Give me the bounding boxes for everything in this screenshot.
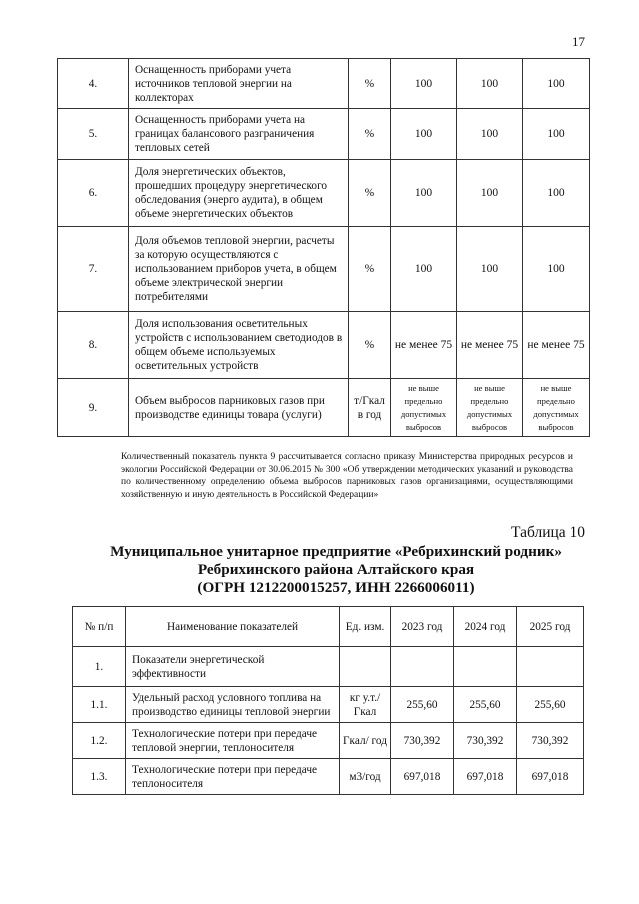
value-cell: не выше предельно допустимых выбросов xyxy=(523,379,590,437)
page-number: 17 xyxy=(572,34,585,49)
value-cell: не менее 75 xyxy=(391,312,457,379)
unit-cell: % xyxy=(349,109,391,160)
header-year-2025: 2025 год xyxy=(517,607,584,647)
value-cell: 697,018 xyxy=(391,759,454,795)
row-number: 9. xyxy=(58,379,129,437)
unit-cell: т/Гкал в год xyxy=(349,379,391,437)
value-cell: 255,60 xyxy=(454,687,517,723)
organization-heading xyxy=(96,543,576,597)
value-cell: 100 xyxy=(457,227,523,312)
table-row xyxy=(58,312,590,379)
value-cell: 100 xyxy=(391,227,457,312)
unit-cell: % xyxy=(349,312,391,379)
value-cell: 100 xyxy=(523,227,590,312)
value-cell: 100 xyxy=(523,59,590,109)
table-header-row xyxy=(73,607,584,647)
header-unit: Ед. изм. xyxy=(340,607,391,647)
header-indicator: Наименование показателей xyxy=(126,607,340,647)
unit-cell: % xyxy=(349,160,391,227)
value-cell xyxy=(517,647,584,687)
value-cell: не выше предельно допустимых выбросов xyxy=(457,379,523,437)
row-number: 1.2. xyxy=(73,723,126,759)
table-row xyxy=(73,723,584,759)
indicator-name: Оснащенность приборами учета источников тепловой энергии на коллекторах xyxy=(129,59,349,109)
value-cell: не выше предельно допустимых выбросов xyxy=(391,379,457,437)
value-cell xyxy=(391,647,454,687)
indicator-name: Объем выбросов парниковых газов при производстве единицы товара (услуги) xyxy=(129,379,349,437)
unit-cell: м3/год xyxy=(340,759,391,795)
unit-cell: кг у.т./ Гкал xyxy=(340,687,391,723)
value-cell: 255,60 xyxy=(391,687,454,723)
value-cell: 730,392 xyxy=(454,723,517,759)
heading-line: (ОГРН 1212200015257, ИНН 2266006011) xyxy=(197,579,475,596)
table-row xyxy=(58,109,590,160)
value-cell: 100 xyxy=(391,109,457,160)
unit-cell: % xyxy=(349,59,391,109)
footnote: Количественный показатель пункта 9 рассчитывается согласно приказу Министерства природных ресурсов и экологии Российской Федерации от 30.06.2015 № 300 «Об утверждении методических указаний и руководства по количественному определению объема выбросов парниковых газов организациями, осуществляющими хозяйственную и иную деятельность в Российской Федерации» xyxy=(121,452,573,500)
value-cell: не менее 75 xyxy=(523,312,590,379)
heading-line: Ребрихинского района Алтайского края xyxy=(197,561,475,578)
indicator-name: Технологические потери при передаче тепловой энергии, теплоносителя xyxy=(126,723,340,759)
header-year-2023: 2023 год xyxy=(391,607,454,647)
indicators-table-continued xyxy=(57,58,590,437)
indicator-name: Удельный расход условного топлива на производство единицы тепловой энергии xyxy=(126,687,340,723)
value-cell xyxy=(454,647,517,687)
value-cell: 100 xyxy=(523,109,590,160)
unit-cell: % xyxy=(349,227,391,312)
indicator-name: Технологические потери при передаче теплоносителя xyxy=(126,759,340,795)
header-number: № п/п xyxy=(73,607,126,647)
table-row xyxy=(73,759,584,795)
indicator-name: Оснащенность приборами учета на границах балансового разграничения тепловых сетей xyxy=(129,109,349,160)
indicator-name: Показатели энергетической эффективности xyxy=(126,647,340,687)
value-cell: 100 xyxy=(457,109,523,160)
energy-efficiency-table xyxy=(72,606,584,795)
value-cell: 255,60 xyxy=(517,687,584,723)
value-cell: 730,392 xyxy=(517,723,584,759)
row-number: 8. xyxy=(58,312,129,379)
value-cell: 100 xyxy=(523,160,590,227)
value-cell: 100 xyxy=(457,160,523,227)
table-row xyxy=(73,647,584,687)
value-cell: 100 xyxy=(391,160,457,227)
heading-line: Муниципальное унитарное предприятие «Ребрихинский родник» xyxy=(110,543,562,560)
indicator-name: Доля использования осветительных устройств с использованием светодиодов в общем объеме используемых осветительных устройств xyxy=(129,312,349,379)
header-year-2024: 2024 год xyxy=(454,607,517,647)
table-row xyxy=(58,160,590,227)
table-row xyxy=(58,379,590,437)
table-row xyxy=(58,227,590,312)
row-number: 4. xyxy=(58,59,129,109)
value-cell: 697,018 xyxy=(454,759,517,795)
indicator-name: Доля объемов тепловой энергии, расчеты за которую осуществляются с использованием приборов учета, в общем объеме электрической энергии потребителями xyxy=(129,227,349,312)
row-number: 5. xyxy=(58,109,129,160)
value-cell: 730,392 xyxy=(391,723,454,759)
row-number: 1.3. xyxy=(73,759,126,795)
value-cell: 697,018 xyxy=(517,759,584,795)
row-number: 1. xyxy=(73,647,126,687)
unit-cell: Гкал/ год xyxy=(340,723,391,759)
unit-cell xyxy=(340,647,391,687)
row-number: 6. xyxy=(58,160,129,227)
value-cell: не менее 75 xyxy=(457,312,523,379)
table-row xyxy=(73,687,584,723)
row-number: 7. xyxy=(58,227,129,312)
indicator-name: Доля энергетических объектов, прошедших процедуру энергетического обследования (энерго аудита), в общем объеме энергетических объектов xyxy=(129,160,349,227)
table-label: Таблица 10 xyxy=(511,524,586,541)
row-number: 1.1. xyxy=(73,687,126,723)
value-cell: 100 xyxy=(391,59,457,109)
value-cell: 100 xyxy=(457,59,523,109)
table-row xyxy=(58,59,590,109)
